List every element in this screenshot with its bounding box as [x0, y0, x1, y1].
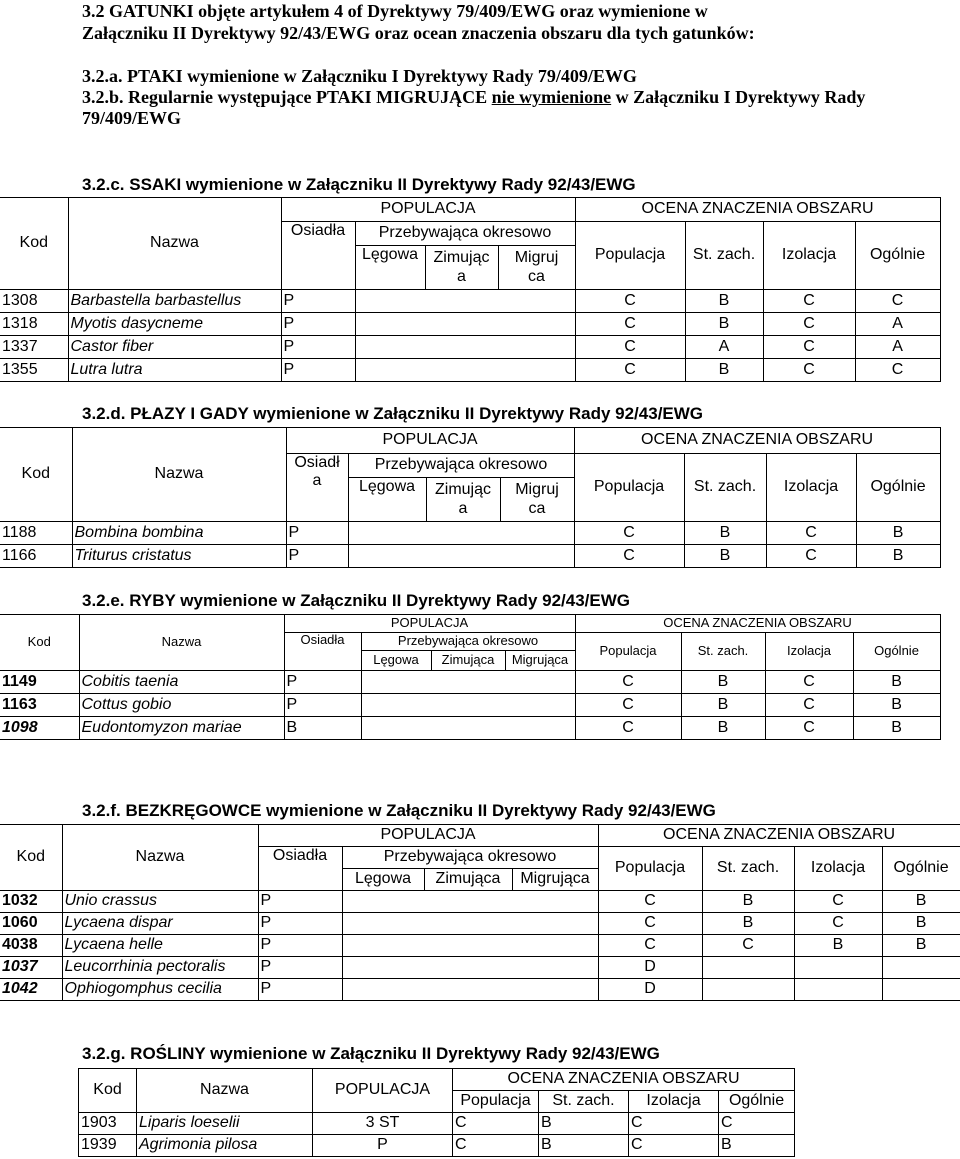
col-kod: Kod: [0, 615, 79, 671]
table-row: [0, 522, 940, 545]
col-ocena: OCENA ZNACZENIA OBSZARU: [598, 825, 960, 847]
cell-przebywajaca: [342, 957, 598, 979]
cell-izolacja: [794, 957, 882, 979]
col-zimujaca-text: Zimując: [433, 249, 490, 267]
cell-populacja: C: [574, 545, 684, 568]
col-kod: Kod: [79, 1069, 137, 1113]
cell-nazwa: Agrimonia pilosa: [137, 1135, 313, 1157]
col-zimujaca-suffix: a: [457, 267, 466, 285]
col-migrujaca-suffix: ca: [528, 499, 546, 517]
cell-kod: 1163: [0, 694, 79, 717]
table-row: [79, 1135, 795, 1157]
cell-nazwa: Triturus cristatus: [72, 545, 286, 568]
col-ogolnie: Ogólnie: [856, 454, 940, 522]
cell-populacja: C: [575, 717, 681, 740]
cell-ogolnie: C: [855, 290, 940, 313]
subheading-3-2-b-text1: 3.2.b. Regularnie występujące PTAKI MIGRUJĄCE: [82, 87, 492, 107]
cell-ogolnie: B: [856, 522, 940, 545]
subheading-3-2-b-text2: w Załączniku I Dyrektywy Rady: [611, 87, 866, 107]
col-populacja-lc: Populacja: [453, 1091, 539, 1113]
cell-ogolnie: B: [719, 1135, 795, 1157]
cell-st-zach: B: [702, 891, 794, 913]
cell-nazwa: Barbastella barbastellus: [68, 290, 281, 313]
heading-3-2-line2: Załączniku II Dyrektywy 92/43/EWG oraz ocean znaczenia obszaru dla tych gatunków:: [82, 23, 755, 43]
heading-3-2-line1: 3.2 GATUNKI objęte artykułem 4 of Dyrektywy 79/409/EWG oraz wymienione w: [82, 1, 708, 21]
col-osiadla: Osiadła: [281, 222, 355, 290]
cell-izolacja: C: [766, 522, 856, 545]
cell-izolacja: C: [763, 313, 855, 336]
col-zimujaca: Zimująca: [431, 651, 505, 671]
table-ssaki: [0, 197, 941, 382]
col-populacja: POPULACJA: [286, 428, 574, 454]
cell-osiadla: P: [281, 313, 355, 336]
cell-nazwa: Lutra lutra: [68, 359, 281, 382]
cell-kod: 1188: [0, 522, 72, 545]
cell-st-zach: B: [681, 717, 765, 740]
col-przebywajaca: Przebywająca okresowo: [342, 847, 598, 869]
col-izolacja: Izolacja: [766, 454, 856, 522]
cell-przebywajaca: [355, 290, 575, 313]
cell-ogolnie: C: [719, 1113, 795, 1135]
table-row: [0, 336, 940, 359]
cell-st-zach: B: [539, 1113, 629, 1135]
cell-osiadla: P: [281, 336, 355, 359]
cell-izolacja: C: [794, 891, 882, 913]
table-rosliny: [78, 1068, 795, 1157]
cell-populacja: C: [575, 290, 685, 313]
col-kod: Kod: [0, 825, 62, 891]
col-przebywajaca: Przebywająca okresowo: [361, 633, 575, 651]
cell-nazwa: Leucorrhinia pectoralis: [62, 957, 258, 979]
col-migrujaca-text: Migruj: [514, 249, 559, 267]
cell-osiadla: P: [258, 891, 342, 913]
cell-przebywajaca: [361, 694, 575, 717]
cell-ogolnie: C: [855, 359, 940, 382]
col-osiadla-suffix: a: [312, 472, 322, 490]
col-nazwa: Nazwa: [62, 825, 258, 891]
col-migrujaca: [498, 246, 575, 290]
col-zimujaca-text: Zimując: [434, 481, 491, 499]
col-zimujaca: Zimująca: [424, 869, 512, 891]
cell-ogolnie: A: [855, 313, 940, 336]
table-row: [0, 913, 960, 935]
cell-przebywajaca: [348, 522, 574, 545]
cell-populacja: 3 ST: [313, 1113, 453, 1135]
cell-ogolnie: A: [855, 336, 940, 359]
col-populacja: POPULACJA: [258, 825, 598, 847]
cell-ocena-populacja: C: [453, 1135, 539, 1157]
cell-izolacja: C: [763, 336, 855, 359]
cell-nazwa: Lycaena helle: [62, 935, 258, 957]
col-migrujaca-text: Migruj: [515, 481, 559, 499]
cell-izolacja: C: [765, 694, 853, 717]
cell-izolacja: C: [765, 671, 853, 694]
cell-st-zach: B: [685, 313, 763, 336]
cell-nazwa: Cobitis taenia: [79, 671, 284, 694]
cell-ogolnie: B: [882, 891, 960, 913]
cell-osiadla: P: [258, 979, 342, 1001]
cell-przebywajaca: [342, 913, 598, 935]
col-migrujaca: [500, 478, 574, 522]
col-ogolnie: Ogólnie: [855, 222, 940, 290]
cell-osiadla: P: [286, 522, 348, 545]
table-bezkregowce: [0, 824, 960, 1001]
col-izolacja: Izolacja: [763, 222, 855, 290]
cell-izolacja: C: [763, 290, 855, 313]
cell-ogolnie: B: [853, 694, 940, 717]
cell-populacja: C: [574, 522, 684, 545]
cell-osiadla: B: [284, 717, 361, 740]
cell-st-zach: A: [685, 336, 763, 359]
col-populacja-lc: Populacja: [574, 454, 684, 522]
col-zimujaca: [426, 478, 500, 522]
cell-st-zach: B: [681, 694, 765, 717]
cell-ocena-populacja: C: [453, 1113, 539, 1135]
col-ogolnie: Ogólnie: [853, 633, 940, 671]
cell-st-zach: C: [702, 935, 794, 957]
cell-nazwa: Lycaena dispar: [62, 913, 258, 935]
col-populacja: POPULACJA: [284, 615, 575, 633]
subheading-3-2-b: [82, 87, 865, 108]
cell-izolacja: C: [766, 545, 856, 568]
cell-osiadla: P: [286, 545, 348, 568]
col-izolacja: Izolacja: [794, 847, 882, 891]
table-row: [0, 359, 940, 382]
col-legowa: Lęgowa: [348, 478, 426, 522]
cell-populacja: C: [575, 671, 681, 694]
cell-populacja: C: [598, 913, 702, 935]
table-row: [0, 935, 960, 957]
table-row: [0, 694, 940, 717]
cell-ogolnie: [882, 979, 960, 1001]
cell-nazwa: Eudontomyzon mariae: [79, 717, 284, 740]
subheading-3-2-b-underlined: nie wymienione: [491, 87, 612, 107]
section-title-ssaki: 3.2.c. SSAKI wymienione w Załączniku II Dyrektywy Rady 92/43/EWG: [82, 175, 636, 194]
col-ogolnie: Ogólnie: [719, 1091, 795, 1113]
cell-kod: 4038: [0, 935, 62, 957]
cell-izolacja: C: [629, 1135, 719, 1157]
cell-kod: 1042: [0, 979, 62, 1001]
cell-kod: 1060: [0, 913, 62, 935]
cell-osiadla: P: [258, 957, 342, 979]
cell-ogolnie: B: [853, 717, 940, 740]
cell-osiadla: P: [284, 694, 361, 717]
col-osiadla: Osiadła: [258, 847, 342, 891]
section-title-bezkregowce: 3.2.f. BEZKRĘGOWCE wymienione w Załączniku II Dyrektywy Rady 92/43/EWG: [82, 801, 716, 820]
cell-st-zach: B: [685, 359, 763, 382]
cell-ogolnie: B: [853, 671, 940, 694]
cell-osiadla: P: [281, 290, 355, 313]
col-st-zach: St. zach.: [681, 633, 765, 671]
cell-osiadla: P: [281, 359, 355, 382]
col-migrujaca-suffix: ca: [528, 267, 545, 285]
cell-st-zach: B: [539, 1135, 629, 1157]
cell-kod: 1166: [0, 545, 72, 568]
table-plazy: [0, 427, 941, 568]
cell-osiadla: P: [258, 913, 342, 935]
col-st-zach: St. zach.: [702, 847, 794, 891]
cell-populacja: C: [575, 313, 685, 336]
subheading-3-2-b-line2: 79/409/EWG: [82, 108, 182, 128]
cell-nazwa: Bombina bombina: [72, 522, 286, 545]
table-ryby: [0, 614, 941, 740]
col-kod: Kod: [0, 428, 72, 522]
cell-st-zach: [702, 957, 794, 979]
col-ogolnie: Ogólnie: [882, 847, 960, 891]
col-migrujaca: Migrująca: [512, 869, 598, 891]
cell-populacja: C: [575, 336, 685, 359]
col-st-zach: St. zach.: [684, 454, 766, 522]
table-row: [0, 891, 960, 913]
cell-kod: 1032: [0, 891, 62, 913]
col-osiadla: Osiadła: [284, 633, 361, 671]
cell-ogolnie: [882, 957, 960, 979]
col-osiadla: [286, 454, 348, 522]
cell-izolacja: [794, 979, 882, 1001]
cell-populacja: D: [598, 979, 702, 1001]
col-przebywajaca: Przebywająca okresowo: [355, 222, 575, 246]
col-st-zach: St. zach.: [539, 1091, 629, 1113]
cell-izolacja: C: [629, 1113, 719, 1135]
col-ocena: OCENA ZNACZENIA OBSZARU: [453, 1069, 795, 1091]
col-legowa: Lęgowa: [355, 246, 425, 290]
cell-przebywajaca: [342, 891, 598, 913]
cell-izolacja: C: [763, 359, 855, 382]
table-row: [0, 717, 940, 740]
cell-izolacja: B: [794, 935, 882, 957]
cell-przebywajaca: [361, 717, 575, 740]
cell-populacja: C: [575, 359, 685, 382]
col-populacja-lc: Populacja: [598, 847, 702, 891]
col-izolacja: Izolacja: [629, 1091, 719, 1113]
table-row: [0, 545, 940, 568]
table-row: [79, 1113, 795, 1135]
col-nazwa: Nazwa: [79, 615, 284, 671]
col-populacja-lc: Populacja: [575, 633, 681, 671]
cell-st-zach: B: [681, 671, 765, 694]
cell-nazwa: Ophiogomphus cecilia: [62, 979, 258, 1001]
cell-osiadla: P: [284, 671, 361, 694]
col-zimujaca: [425, 246, 498, 290]
cell-kod: 1308: [0, 290, 68, 313]
cell-kod: 1037: [0, 957, 62, 979]
col-legowa: Lęgowa: [361, 651, 431, 671]
table-row: [0, 313, 940, 336]
cell-ogolnie: B: [882, 913, 960, 935]
cell-kod: 1903: [79, 1113, 137, 1135]
cell-st-zach: [702, 979, 794, 1001]
col-st-zach: St. zach.: [685, 222, 763, 290]
col-ocena: OCENA ZNACZENIA OBSZARU: [574, 428, 940, 454]
table-row: [0, 290, 940, 313]
cell-osiadla: P: [258, 935, 342, 957]
col-kod: Kod: [0, 198, 68, 290]
cell-izolacja: C: [794, 913, 882, 935]
cell-kod: 1098: [0, 717, 79, 740]
cell-populacja: C: [598, 891, 702, 913]
col-populacja: POPULACJA: [281, 198, 575, 222]
cell-st-zach: B: [702, 913, 794, 935]
cell-populacja: C: [598, 935, 702, 957]
col-przebywajaca: Przebywająca okresowo: [348, 454, 574, 478]
cell-st-zach: B: [684, 545, 766, 568]
cell-przebywajaca: [355, 336, 575, 359]
col-osiadla-text: Osiadł: [294, 454, 340, 471]
cell-ogolnie: B: [856, 545, 940, 568]
col-nazwa: Nazwa: [72, 428, 286, 522]
cell-nazwa: Cottus gobio: [79, 694, 284, 717]
cell-nazwa: Castor fiber: [68, 336, 281, 359]
cell-st-zach: B: [685, 290, 763, 313]
cell-przebywajaca: [342, 935, 598, 957]
col-ocena: OCENA ZNACZENIA OBSZARU: [575, 198, 940, 222]
cell-nazwa: Myotis dasycneme: [68, 313, 281, 336]
section-title-ryby: 3.2.e. RYBY wymienione w Załączniku II Dyrektywy Rady 92/43/EWG: [82, 591, 630, 610]
cell-kod: 1318: [0, 313, 68, 336]
cell-kod: 1337: [0, 336, 68, 359]
cell-populacja: P: [313, 1135, 453, 1157]
cell-kod: 1939: [79, 1135, 137, 1157]
section-title-plazy: 3.2.d. PŁAZY I GADY wymienione w Załączniku II Dyrektywy Rady 92/43/EWG: [82, 404, 704, 423]
table-row: [0, 979, 960, 1001]
col-zimujaca-suffix: a: [458, 499, 468, 517]
cell-nazwa: Liparis loeselii: [137, 1113, 313, 1135]
col-migrujaca: Migrująca: [505, 651, 575, 671]
col-populacja-lc: Populacja: [575, 222, 685, 290]
cell-kod: 1149: [0, 671, 79, 694]
cell-nazwa: Unio crassus: [62, 891, 258, 913]
cell-przebywajaca: [348, 545, 574, 568]
cell-populacja: D: [598, 957, 702, 979]
cell-przebywajaca: [342, 979, 598, 1001]
subheading-3-2-a: 3.2.a. PTAKI wymienione w Załączniku I Dyrektywy Rady 79/409/EWG: [82, 66, 637, 86]
col-nazwa: Nazwa: [68, 198, 281, 290]
section-title-rosliny: 3.2.g. ROŚLINY wymienione w Załączniku II Dyrektywy Rady 92/43/EWG: [82, 1044, 660, 1063]
col-populacja: POPULACJA: [313, 1069, 453, 1113]
col-legowa: Lęgowa: [342, 869, 424, 891]
cell-izolacja: C: [765, 717, 853, 740]
cell-st-zach: B: [684, 522, 766, 545]
cell-przebywajaca: [355, 313, 575, 336]
cell-populacja: C: [575, 694, 681, 717]
table-row: [0, 671, 940, 694]
col-izolacja: Izolacja: [765, 633, 853, 671]
cell-przebywajaca: [355, 359, 575, 382]
col-ocena: OCENA ZNACZENIA OBSZARU: [575, 615, 940, 633]
table-row: [0, 957, 960, 979]
col-nazwa: Nazwa: [137, 1069, 313, 1113]
cell-kod: 1355: [0, 359, 68, 382]
cell-przebywajaca: [361, 671, 575, 694]
cell-ogolnie: B: [882, 935, 960, 957]
